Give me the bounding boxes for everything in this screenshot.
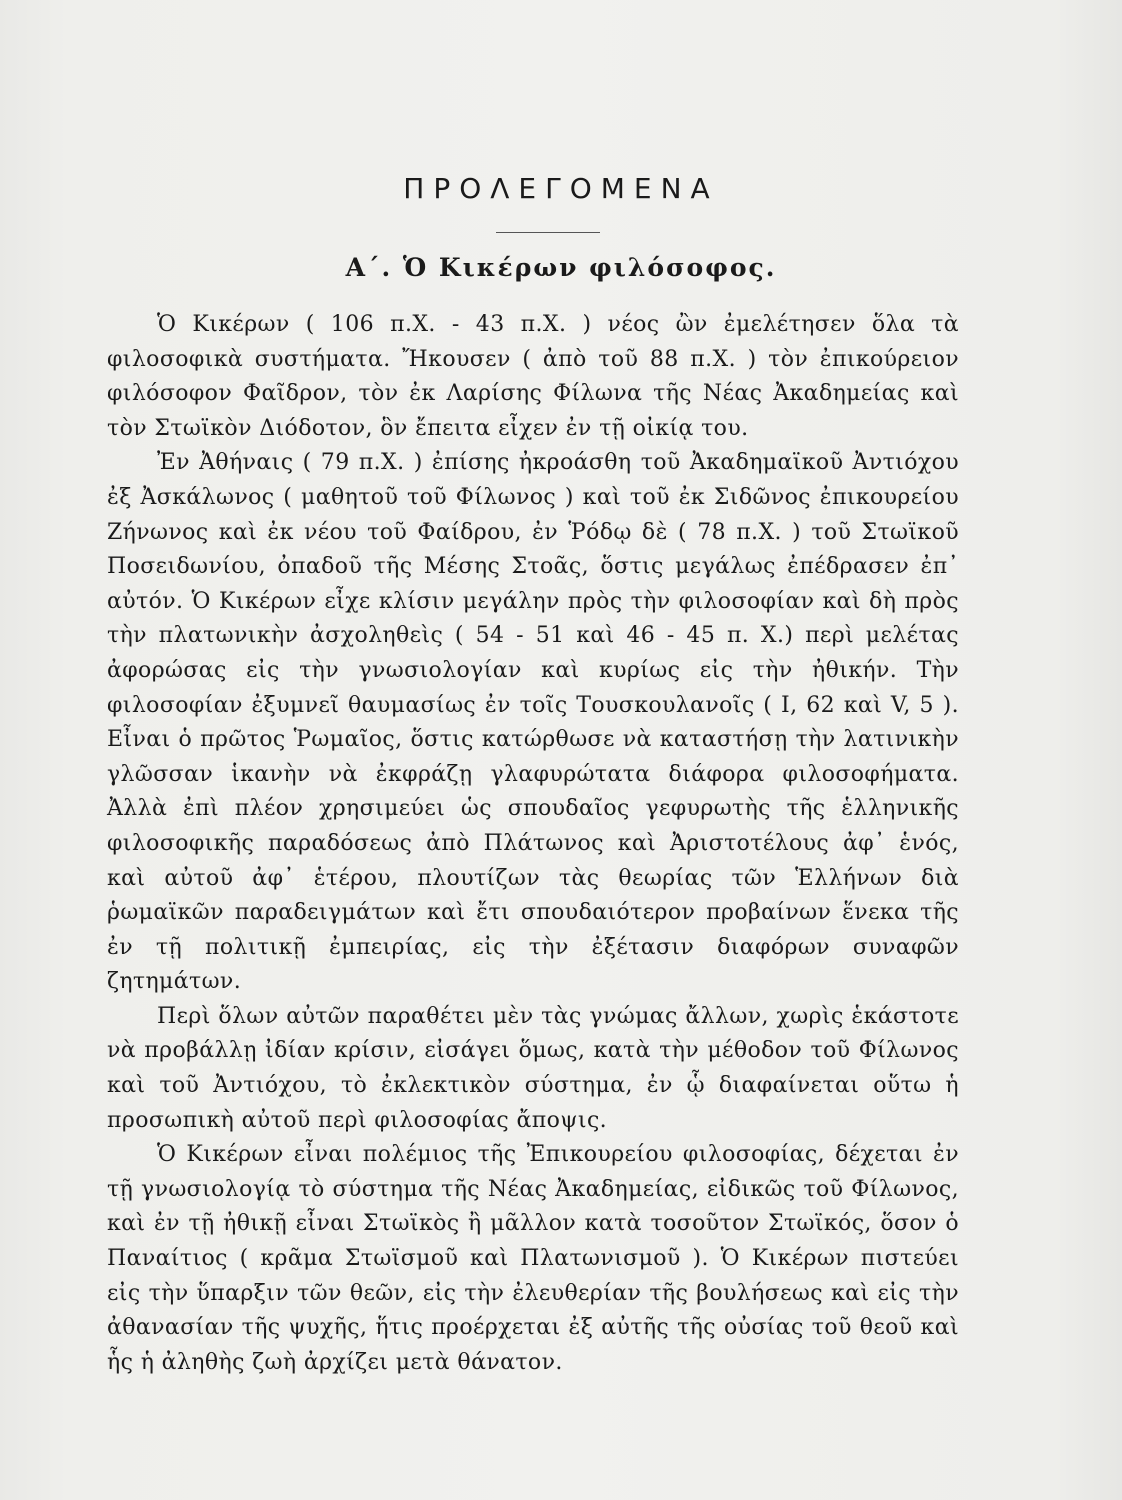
body-text [107,308,959,1380]
section-heading: Α΄. Ὁ Κικέρων φιλόσοφος. [345,253,777,282]
paragraph-2: Ἐν Ἀθήναις ( 79 π.Χ. ) ἐπίσης ἠκροάσθη τοῦ Ἀκαδημαϊκοῦ Ἀντιόχου ἐξ Ἀσκάλωνος ( μαθητοῦ τοῦ Φίλωνος ) καὶ τοῦ ἐκ Σιδῶνος ἐπικουρείου Ζήνωνος καὶ ἐκ νέου τοῦ Φαίδρου, ἐν Ῥόδῳ δὲ ( 78 π.Χ. ) τοῦ Στωϊκοῦ Ποσειδωνίου, ὀπαδοῦ τῆς Μέσης Στοᾶς, ὅστις μεγάλως ἐπέδρασεν ἐπ᾿ αὐτόν. Ὁ Κικέρων εἶχε κλίσιν μεγάλην πρὸς τὴν φιλοσοφίαν καὶ δὴ πρὸς τὴν πλατωνικὴν ἀσχοληθεὶς ( 54 - 51 καὶ 46 - 45 π. Χ.) περὶ μελέτας ἀφορώσας εἰς τὴν γνωσιολογίαν καὶ κυρίως εἰς τὴν ἠθικήν. Τὴν φιλοσοφίαν ἐξυμνεῖ θαυμασίως ἐν τοῖς Τουσκουλανοῖς ( I, 62 καὶ V, 5 ). Εἶναι ὁ πρῶτος Ῥωμαῖος, ὅστις κατώρθωσε νὰ καταστήσῃ τὴν λατινικὴν γλῶσσαν ἱκανὴν νὰ ἐκφράζῃ γλαφυρώτατα διάφορα φιλοσοφήματα. Ἀλλὰ ἐπὶ πλέον χρησιμεύει ὡς σπουδαῖος γεφυρωτὴς τῆς ἑλληνικῆς φιλοσοφικῆς παραδόσεως ἀπὸ Πλάτωνος καὶ Ἀριστοτέλους ἀφ᾿ ἑνός, καὶ αὐτοῦ ἀφ᾿ ἑτέρου, πλουτίζων τὰς θεωρίας τῶν Ἑλλήνων διὰ ῥωμαϊκῶν παραδειγμάτων καὶ ἔτι σπουδαιότερον προβαίνων ἕνεκα τῆς ἐν τῇ πολιτικῇ ἐμπειρίας, εἰς τὴν ἐξέτασιν διαφόρων συναφῶν ζητημάτων. [107,450,959,995]
running-title: ΠΡΟΛΕΓΟΜΕΝΑ [403,172,719,205]
paragraph-3: Περὶ ὅλων αὐτῶν παραθέτει μὲν τὰς γνώμας ἄλλων, χωρὶς ἑκάστοτε νὰ προβάλλῃ ἰδίαν κρίσιν, εἰσάγει ὅμως, κατὰ τὴν μέθοδον τοῦ Φίλωνος καὶ τοῦ Ἀντιόχου, τὸ ἐκλεκτικὸν σύστημα, ἐν ᾧ διαφαίνεται οὕτω ἡ προσωπικὴ αὐτοῦ περὶ φιλοσοφίας ἄποψις. [107,1003,959,1133]
paragraph-4: Ὁ Κικέρων εἶναι πολέμιος τῆς Ἐπικουρείου φιλοσοφίας, δέχεται ἐν τῇ γνωσιολογίᾳ τὸ σύστημα τῆς Νέας Ἀκαδημείας, εἰδικῶς τοῦ Φίλωνος, καὶ ἐν τῇ ἠθικῇ εἶναι Στωϊκὸς ἢ μᾶλλον κατὰ τοσοῦτον Στωϊκός, ὅσον ὁ Παναίτιος ( κρᾶμα Στωϊσμοῦ καὶ Πλατωνισμοῦ ). Ὁ Κικέρων πιστεύει εἰς τὴν ὕπαρξιν τῶν θεῶν, εἰς τὴν ἐλευθερίαν τῆς βουλήσεως καὶ εἰς τὴν ἀθανασίαν τῆς ψυχῆς, ἥτις προέρχεται ἐξ αὐτῆς τῆς οὐσίας τοῦ θεοῦ καὶ ἧς ἡ ἀληθὴς ζωὴ ἀρχίζει μετὰ θάνατον. [107,1142,959,1375]
paragraph-1: Ὁ Κικέρων ( 106 π.Χ. - 43 π.Χ. ) νέος ὢν ἐμελέτησεν ὅλα τὰ φιλοσοφικὰ συστήματα. Ἤκουσεν ( ἀπὸ τοῦ 88 π.Χ. ) τὸν ἐπικούρειον φιλόσοφον Φαῖδρον, τὸν ἐκ Λαρίσης Φίλωνα τῆς Νέας Ἀκαδημείας καὶ τὸν Στωϊκὸν Διόδοτον, ὃν ἔπειτα εἶχεν ἐν τῇ οἰκίᾳ του. [107,312,959,441]
title-rule [496,232,600,233]
